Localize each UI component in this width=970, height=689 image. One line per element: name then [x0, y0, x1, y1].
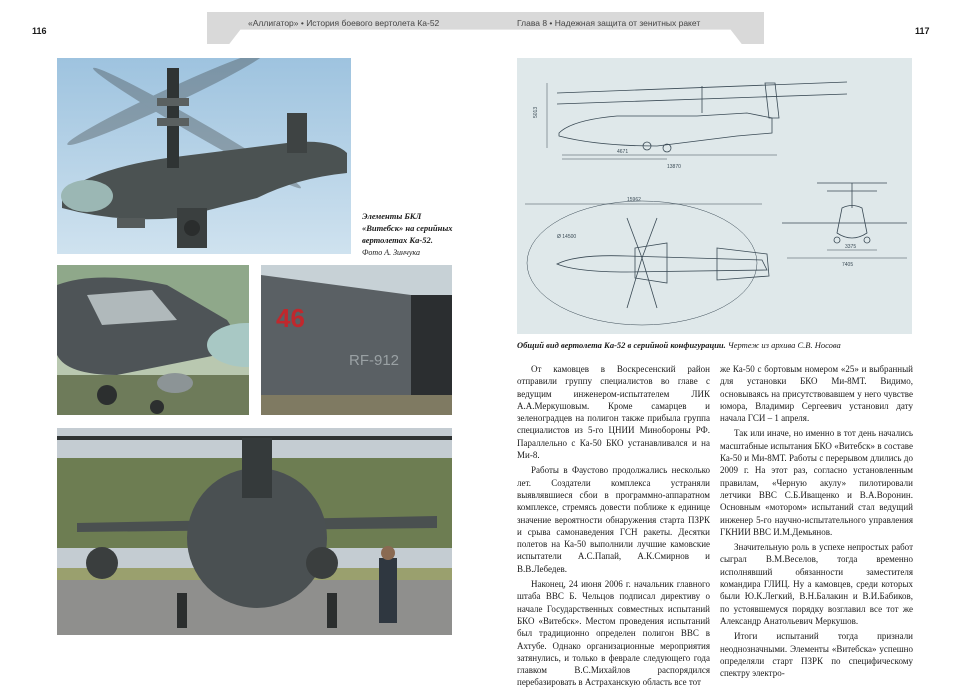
figure-caption-credit: Чертеж из архива С.В. Носова [727, 340, 841, 350]
dim-front-width: 7405 [842, 262, 854, 268]
dim-nose-length: 4671 [617, 149, 629, 155]
technical-drawing [517, 58, 912, 334]
paragraph: Так или иначе, но именно в тот день начались масштабные испытания БКО «Витебск» в составе Ка-50 и Ми-8МТ. Работы с перерывом длились до 2009 г. На этот раз, согласно установленным правилам, «Черную акулу» пилотировали летчики ВВС С.Б.Иващенко и В.А.Воронин. Основным «мотором» испытаний стал ведущий инженер 5-го научно-испытательного управления ГКНИИ ВВС И.М.Демьянов. [720, 428, 913, 537]
registration-text: RF-912 [349, 352, 400, 369]
photo-ka52-front-runway [57, 428, 452, 635]
right-page-number: 117 [915, 26, 930, 36]
text-column-2 [720, 363, 913, 679]
front-view [782, 183, 907, 268]
dim-top-length: 15962 [627, 197, 641, 203]
photo-ka52-cockpit [57, 265, 249, 415]
dim-front-span: 3375 [845, 244, 857, 250]
paragraph: Работы в Фаустово продолжались несколько лет. Создатели комплекса устраняли выявлявшиеся сбои в программно-аппаратном комплексе, стремясь довести поближе к единице значение вероятности обнаружения старта ПЗРК и срыва самонаведения ГСН ракеты. Десятки полетов на Ка-50 выполнили лучшие камовские испытатели А.С.Папай, А.К.Смирнов и В.В.Лебедев. [517, 465, 710, 574]
dim-rotor-diameter: Ø 14500 [557, 234, 577, 240]
photo-ka52-underside [57, 58, 351, 254]
paragraph: же Ка-50 с бортовым номером «25» и выбранный для установки БКО Ми-8МТ. Видимо, основываясь на присутствовавшем у него чувстве юмора, Владимир Сергеевич установил дату начала ГСИ – 1 апреля. [720, 364, 913, 424]
left-running-title: «Аллигатор» • История боевого вертолета Ка-52 [248, 18, 440, 28]
paragraph: Значительную роль в успехе непростых работ сыграл В.М.Веселов, тогда временно исполнявший обязанности заместителя командира ГЛИЦ. Ну а камовцев, среди которых были Ю.К.Легкий, В.Н.Балакин и В.И.Бабиков, по устоявшемуся порядку возглавил все тот же Александр Анатольевич Меркушов. [720, 542, 913, 626]
figure-caption [517, 340, 937, 350]
dim-side-length: 13870 [667, 164, 681, 170]
paragraph: От камовцев в Воскресенский район отправили группу специалистов во главе с ведущим инженером-испытателем ЛИК А.А.Меркушовым. Кроме самарцев и зеленоградцев на полигон также прибыла группа специалистов из 5-го ЦНИИ Минобороны РФ. Параллельно с Ка-50 БКО устанавливался и на Ми-8. [517, 364, 710, 461]
top-photo-caption [362, 210, 462, 259]
left-page-number: 116 [32, 26, 47, 36]
figure-caption-title: Общий вид вертолета Ка-52 в серийной конфигурации. [517, 340, 726, 350]
text-column-1 [517, 363, 710, 689]
paragraph: Наконец, 24 июня 2006 г. начальник главного штаба ВВС Б. Чельцов подписал директиву о начале Государственных совместных испытаний БКО «Витебск». Местом проведения испытаний был традиционно определен полигон ВВС в Ахтубе. Однако организационные мероприятия затянулись, и только в феврале следующего года главком В.С.Михайлов распорядился перебазировать в Астраханскую область все тот [517, 579, 710, 688]
side-view [533, 82, 847, 170]
tail-number-text: 46 [276, 303, 305, 333]
photo-ka52-tail-number [261, 265, 452, 415]
dim-height: 5013 [533, 106, 539, 118]
paragraph: Итоги испытаний тогда признали неоднозначными. Элементы «Витебска» успешно определяли старт ПЗРК по специфическому спектру электро- [720, 631, 913, 679]
top-photo-caption-credit: Фото А. Зинчука [362, 248, 420, 257]
top-photo-caption-title: Элементы БКЛ «Витебск» на серийных вертолетах Ка-52. [362, 211, 453, 245]
running-header-band [207, 12, 764, 44]
top-view [525, 197, 769, 325]
right-running-title: Глава 8 • Надежная защита от зенитных ракет [517, 18, 701, 28]
